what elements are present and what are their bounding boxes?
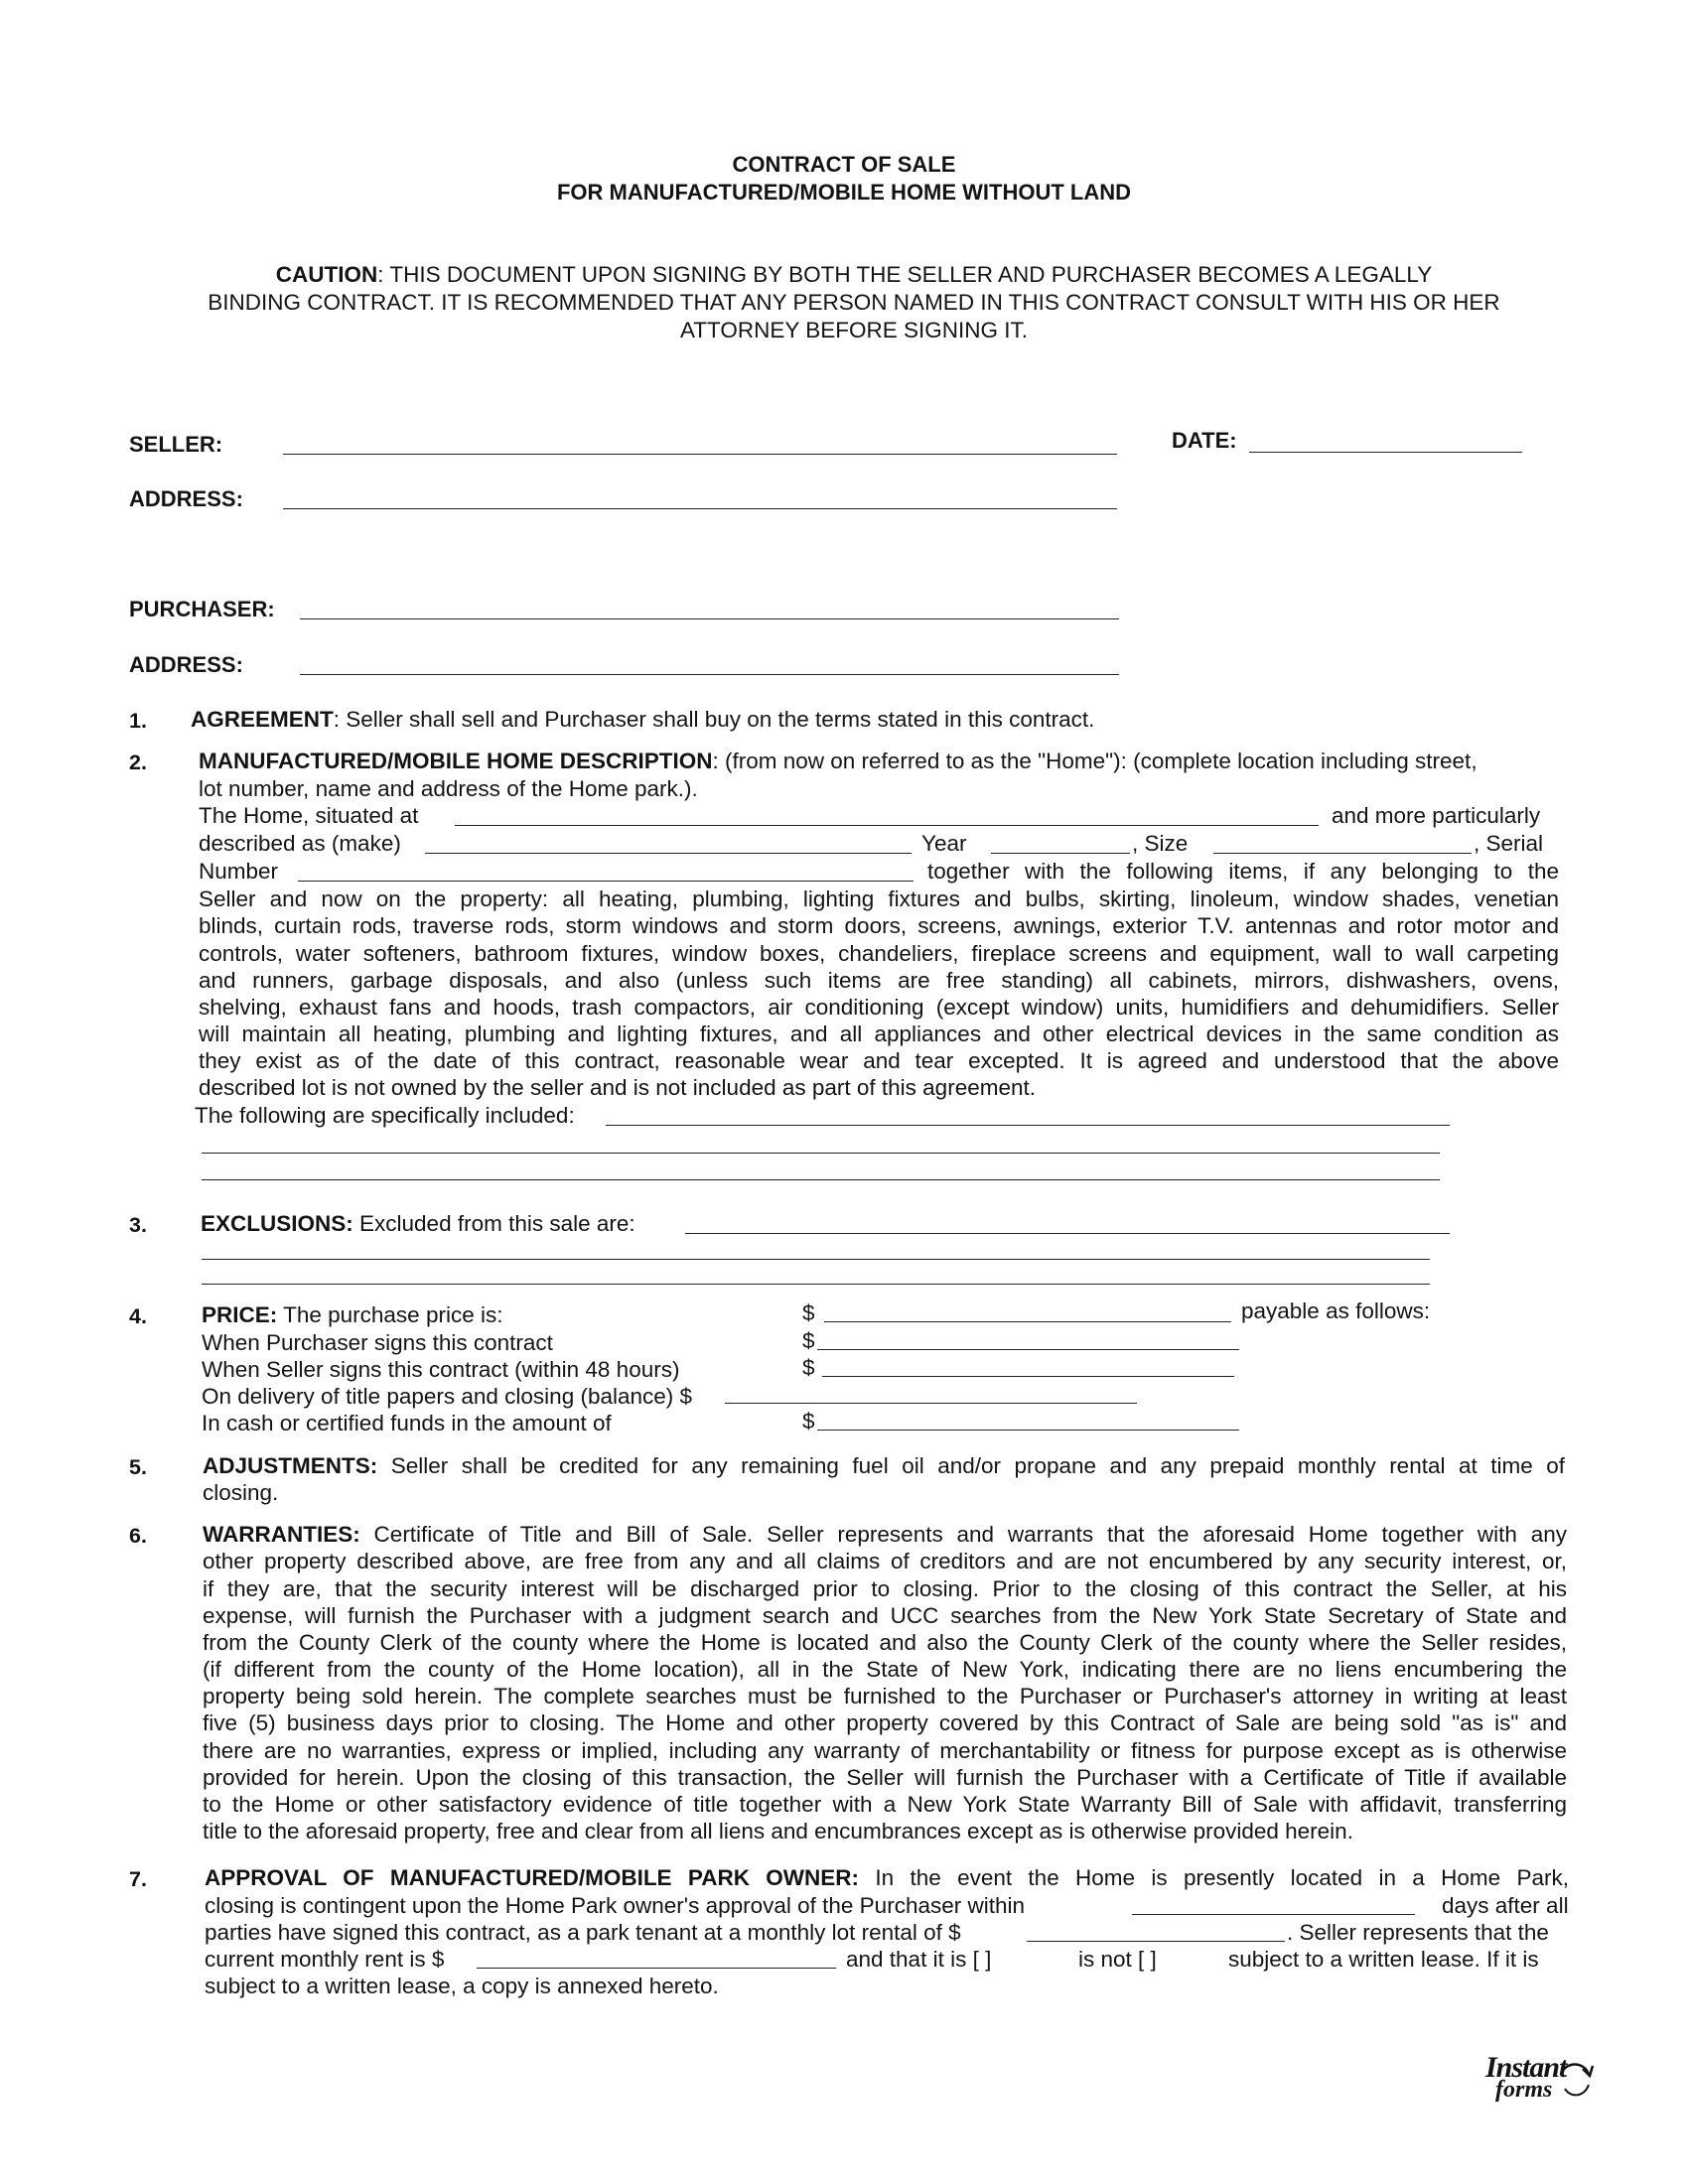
section-6-heading: WARRANTIES: [203, 1522, 360, 1547]
seller-address-label: ADDRESS: [129, 486, 243, 511]
section-1-heading: AGREEMENT [191, 707, 334, 732]
section-4-number: 4. [129, 1304, 147, 1328]
caution-line-3: ATTORNEY BEFORE SIGNING IT. [679, 318, 1029, 342]
home-location-line[interactable] [455, 825, 1319, 826]
payment-row-3-line[interactable] [725, 1403, 1137, 1404]
section-2-body-line-2: blinds, curtain rods, traverse rods, storm windows and storm doors, screens, awnings, exterior T.V. antennas and rotor motor and [199, 913, 1559, 938]
payment-row-2-label: When Seller signs this contract (within 48 hours) [202, 1357, 680, 1382]
included-line-2[interactable] [202, 1153, 1440, 1154]
year-label: Year [921, 831, 967, 856]
seller-name-line[interactable] [283, 454, 1117, 455]
section-7-line-1: APPROVAL OF MANUFACTURED/MOBILE PARK OWNER: In the event the Home is presently located in a Home Park, [205, 1865, 1569, 1890]
section-6-line-5: from the County Clerk of the county where the Home is located and also the County Clerk of the county where the Seller resides, [203, 1630, 1567, 1655]
payment-row-2-line[interactable] [822, 1376, 1234, 1377]
section-7-line-2b: days after all [1442, 1893, 1569, 1918]
section-6-line-10: provided for herein. Upon the closing of this transaction, the Seller will furnish the Purchaser with a Certificate of Title if available [203, 1765, 1567, 1790]
caution-line-2: BINDING CONTRACT. IT IS RECOMMENDED THAT ANY PERSON NAMED IN THIS CONTRACT CONSULT WITH HIS OR HER [208, 290, 1500, 315]
section-6-line-12: title to the aforesaid property, free and clear from all liens and encumbrances except as is otherwise provided herein. [203, 1819, 1353, 1843]
payment-row-1-label: When Purchaser signs this contract [202, 1330, 553, 1355]
section-2-body-line-1: Seller and now on the property: all heating, plumbing, lighting fixtures and bulbs, skirting, linoleum, window shades, venetian [199, 887, 1559, 911]
purchaser-address-label: ADDRESS: [129, 652, 243, 677]
section-2-body-line-8: described lot is not owned by the seller and is not included as part of this agreement. [199, 1075, 1036, 1100]
section-4-heading: PRICE: [202, 1302, 278, 1327]
exclusions-line-2[interactable] [202, 1259, 1430, 1260]
payment-row-1-line[interactable] [817, 1349, 1239, 1350]
section-2-line-1: MANUFACTURED/MOBILE HOME DESCRIPTION: (from now on referred to as the "Home"): (complete location including street, [199, 749, 1477, 773]
caution-line-1: : THIS DOCUMENT UPON SIGNING BY BOTH THE SELLER AND PURCHASER BECOMES A LEGALLY [377, 262, 1433, 287]
section-7-line-3b: . Seller represents that the [1287, 1920, 1549, 1945]
payment-row-4-dollar: $ [802, 1409, 815, 1433]
section-1-body: : Seller shall sell and Purchaser shall buy on the terms stated in this contract. [333, 707, 1095, 732]
included-line-1[interactable] [606, 1125, 1450, 1126]
section-6-line-7: property being sold herein. The complete searches must be furnished to the Purchaser or Purchaser's attorney in writing at least [203, 1684, 1567, 1708]
included-line-3[interactable] [202, 1179, 1440, 1180]
section-7-line-3a: parties have signed this contract, as a park tenant at a monthly lot rental of $ [205, 1920, 961, 1945]
make-line[interactable] [425, 853, 912, 854]
section-3-text: EXCLUSIONS: Excluded from this sale are: [201, 1211, 635, 1236]
approval-days-line[interactable] [1132, 1914, 1415, 1915]
section-5-line-1: ADJUSTMENTS: Seller shall be credited for any remaining fuel oil and/or propane and any prepaid monthly rental at time of [203, 1453, 1565, 1478]
lease-is-not-checkbox[interactable]: is not [ ] [1078, 1947, 1157, 1972]
section-6-line-9: there are no warranties, express or implied, including any warranty of merchantability or fitness for purpose except as is otherwise [203, 1738, 1567, 1763]
number-label: Number [199, 859, 279, 884]
section-7-line-5: subject to a written lease, a copy is annexed hereto. [205, 1974, 719, 1998]
year-line[interactable] [991, 853, 1130, 854]
purchaser-label: PURCHASER: [129, 597, 275, 621]
current-rent-line[interactable] [477, 1968, 836, 1969]
instant-forms-logo [1477, 2053, 1617, 2109]
section-7-line-2a: closing is contingent upon the Home Park owner's approval of the Purchaser within [205, 1893, 1025, 1918]
payable-text: payable as follows: [1241, 1298, 1431, 1323]
payment-row-1-dollar: $ [802, 1328, 815, 1353]
section-6-line-8: five (5) business days prior to closing. The Home and other property covered by this Contract of Sale are being sold "as is" and [203, 1710, 1567, 1735]
price-line: PRICE: The purchase price is: [202, 1302, 503, 1327]
included-label: The following are specifically included: [195, 1103, 575, 1128]
purchaser-address-line[interactable] [300, 674, 1119, 675]
section-6-line-11: to the Home or other satisfactory evidence of title together with a New York State Warranty Bill of Sale with affidavit, transferring [203, 1792, 1567, 1817]
exclusions-line-1[interactable] [685, 1233, 1450, 1234]
section-2-body-line-6: will maintain all heating, plumbing and lighting fixtures, and all appliances and other electrical devices in the same condition as [199, 1022, 1559, 1046]
make-label: described as (make) [199, 831, 401, 856]
serial-number-line[interactable] [298, 881, 914, 882]
together-with-text: together with the following items, if any belonging to the [927, 859, 1559, 884]
payment-row-3-label: On delivery of title papers and closing (balance) $ [202, 1384, 693, 1409]
section-3-heading: EXCLUSIONS: [201, 1211, 353, 1236]
section-6-line-1: WARRANTIES: Certificate of Title and Bill of Sale. Seller represents and warrants that the aforesaid Home together with any [203, 1522, 1567, 1547]
section-7-line-4a: current monthly rent is $ [205, 1947, 445, 1972]
caution-notice [139, 261, 1569, 344]
payment-row-4-label: In cash or certified funds in the amount of [202, 1411, 612, 1435]
caution-label: CAUTION [275, 262, 378, 287]
date-label: DATE: [1172, 428, 1237, 453]
section-6-number: 6. [129, 1524, 147, 1548]
document-title: CONTRACT OF SALE [732, 152, 956, 177]
section-2-body-line-4: and runners, garbage disposals, and also (unless such items are free standing) all cabinets, mirrors, dishwashers, ovens, [199, 968, 1559, 993]
logo-word-instant: Instant [1485, 2051, 1567, 2084]
section-6-line-2: other property described above, are free from any and all claims of creditors and are not encumbered by any security interest, or, [203, 1549, 1567, 1573]
section-1-number: 1. [129, 709, 147, 733]
section-5-number: 5. [129, 1455, 147, 1479]
purchase-price-line[interactable] [824, 1321, 1231, 1322]
section-6-line-3: if they are, that the security interest will be discharged prior to closing. Prior to the closing of this contract the Seller, at his [203, 1576, 1567, 1601]
payment-row-2-dollar: $ [802, 1355, 815, 1380]
purchaser-name-line[interactable] [300, 618, 1119, 619]
seller-label: SELLER: [129, 432, 223, 457]
section-2-number: 2. [129, 751, 147, 774]
size-line[interactable] [1213, 853, 1472, 854]
section-5-heading: ADJUSTMENTS: [203, 1453, 378, 1478]
section-2-body-line-7: they exist as of the date of this contract, reasonable wear and tear excepted. It is agreed and understood that the above [199, 1048, 1559, 1073]
date-line[interactable] [1249, 452, 1522, 453]
price-dollar-sign: $ [802, 1300, 815, 1325]
logo-word-forms: forms [1495, 2077, 1553, 2103]
section-6-line-4: expense, will furnish the Purchaser with a judgment search and UCC searches from the New York State Secretary of State and [203, 1603, 1567, 1628]
section-6-line-6: (if different from the county of the Home location), all in the State of New York, indicating there are no liens encumbering the [203, 1657, 1567, 1682]
logo-arrow-icon [1555, 2055, 1595, 2103]
section-2-heading: MANUFACTURED/MOBILE HOME DESCRIPTION [199, 749, 713, 773]
more-particularly-text: and more particularly [1332, 803, 1541, 828]
section-2-body-line-3: controls, water softeners, bathroom fixtures, window boxes, chandeliers, fireplace screens and equipment, wall to wall carpeting [199, 941, 1559, 966]
exclusions-line-3[interactable] [202, 1284, 1430, 1285]
seller-address-line[interactable] [283, 508, 1117, 509]
section-7-heading: APPROVAL OF MANUFACTURED/MOBILE PARK OWNER: [205, 1865, 860, 1890]
payment-row-4-line[interactable] [817, 1430, 1239, 1431]
lease-is-checkbox[interactable]: and that it is [ ] [846, 1947, 992, 1972]
section-2-body-line-5: shelving, exhaust fans and hoods, trash compactors, air conditioning (except window) units, humidifiers and dehumidifiers. Seller [199, 995, 1559, 1020]
section-7-number: 7. [129, 1867, 147, 1891]
lot-rental-line[interactable] [1027, 1941, 1285, 1942]
section-1-text [191, 706, 1094, 734]
document-subtitle: FOR MANUFACTURED/MOBILE HOME WITHOUT LAND [556, 180, 1132, 205]
section-7-line-4d: subject to a written lease. If it is [1228, 1947, 1539, 1972]
size-label: , Size [1132, 831, 1189, 856]
section-2-line-2: lot number, name and address of the Home park.). [199, 776, 698, 801]
section-3-number: 3. [129, 1213, 147, 1237]
serial-label: , Serial [1474, 831, 1544, 856]
section-5-line-2: closing. [203, 1480, 279, 1505]
home-situated-label: The Home, situated at [199, 803, 419, 828]
